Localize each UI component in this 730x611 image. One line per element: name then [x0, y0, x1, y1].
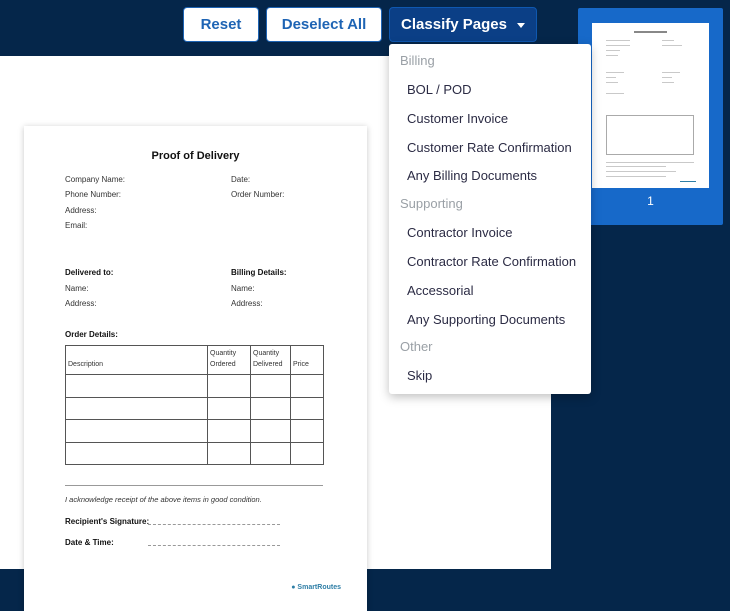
billing-name-label: Name: — [231, 284, 255, 293]
acknowledgement-text: I acknowledge receipt of the above items in good condition. — [65, 495, 262, 504]
menu-group-other: Other — [400, 339, 433, 354]
date-time-label: Date & Time: — [65, 538, 114, 547]
order-details-heading: Order Details: — [65, 330, 118, 339]
delivered-address-label: Address: — [65, 299, 97, 308]
thumbnail-page-number: 1 — [647, 194, 654, 208]
order-number-label: Order Number: — [231, 190, 285, 199]
delivered-name-label: Name: — [65, 284, 89, 293]
menu-item-accessorial[interactable]: Accessorial — [407, 283, 474, 298]
recipient-signature-label: Recipient's Signature: — [65, 517, 150, 526]
date-label: Date: — [231, 175, 251, 184]
menu-group-supporting: Supporting — [400, 196, 463, 211]
order-table — [65, 345, 324, 465]
signature-line — [148, 524, 280, 525]
table-row — [66, 442, 324, 465]
table-header-price: Price — [291, 346, 324, 375]
table-header-quantity-delivered: Quantity Delivered — [251, 346, 291, 375]
thumbnail-preview — [592, 23, 709, 188]
table-row — [66, 375, 324, 398]
phone-number-label: Phone Number: — [65, 190, 122, 199]
logo-text: SmartRoutes — [297, 584, 341, 591]
menu-item-contractor-invoice[interactable]: Contractor Invoice — [407, 225, 513, 240]
company-name-label: Company Name: — [65, 175, 126, 184]
menu-item-contractor-rate-confirmation[interactable]: Contractor Rate Confirmation — [407, 254, 577, 269]
menu-item-customer-invoice[interactable]: Customer Invoice — [407, 111, 509, 126]
location-pin-icon: ● — [291, 584, 296, 591]
smartroutes-logo — [291, 584, 341, 591]
reset-button[interactable]: Reset — [183, 7, 259, 42]
menu-item-any-supporting-documents[interactable]: Any Supporting Documents — [407, 312, 566, 327]
table-header-quantity-ordered: Quantity Ordered — [208, 346, 251, 375]
classify-pages-menu — [389, 44, 591, 394]
classify-pages-button[interactable] — [389, 7, 537, 42]
caret-down-icon — [517, 23, 525, 28]
billing-details-heading: Billing Details: — [231, 268, 287, 277]
deselect-all-button[interactable]: Deselect All — [266, 7, 382, 42]
table-row — [66, 397, 324, 420]
email-label: Email: — [65, 221, 88, 230]
document-title: Proof of Delivery — [151, 150, 240, 162]
address-label: Address: — [65, 206, 97, 215]
classify-pages-label: Classify Pages — [401, 16, 507, 33]
billing-address-label: Address: — [231, 299, 263, 308]
menu-item-any-billing-documents[interactable]: Any Billing Documents — [407, 168, 538, 183]
table-row — [66, 420, 324, 443]
menu-item-customer-rate-confirmation[interactable]: Customer Rate Confirmation — [407, 140, 572, 155]
date-time-line — [148, 545, 280, 546]
menu-group-billing: Billing — [400, 53, 435, 68]
table-header-description: Description — [66, 346, 208, 375]
menu-item-bol-pod[interactable]: BOL / POD — [407, 82, 472, 97]
document-page — [24, 126, 367, 611]
page-thumbnail-selected[interactable] — [578, 8, 723, 225]
delivered-to-heading: Delivered to: — [65, 268, 114, 277]
menu-item-skip[interactable]: Skip — [407, 368, 433, 383]
divider — [65, 485, 323, 486]
